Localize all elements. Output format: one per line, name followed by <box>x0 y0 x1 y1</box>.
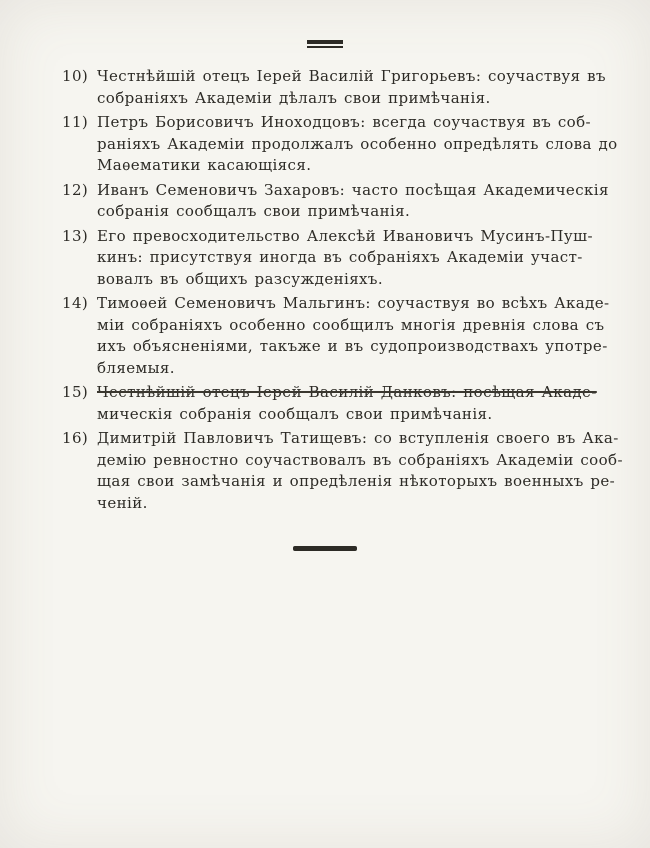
item-text <box>97 428 623 514</box>
items-list <box>62 66 623 517</box>
text-line: мическія собранія сообщалъ свои примѣчанія. <box>97 404 493 423</box>
text-line: Маѳематики касающіяся. <box>97 156 312 174</box>
text-line: раніяхъ Академіи продолжалъ особенно опредѣлять слова до <box>97 134 618 153</box>
top-rule <box>307 40 343 48</box>
text-line: міи собраніяхъ особенно сообщилъ многія древнія слова съ <box>97 315 605 334</box>
top-rule-thick <box>307 40 343 44</box>
top-rule-thin <box>307 46 343 48</box>
list-item <box>62 293 610 379</box>
list-item <box>62 226 596 291</box>
item-number: 11) <box>62 113 89 131</box>
text-line: ихъ объясненіями, такъже и въ судопроизводствахъ употре- <box>97 337 608 355</box>
item-number: 13) <box>62 226 89 245</box>
text-line: ченій. <box>97 493 148 512</box>
item-text <box>97 66 606 109</box>
item-text <box>97 226 596 291</box>
item-text <box>97 293 610 379</box>
item-number: 15) <box>62 383 89 401</box>
item-text <box>97 112 618 177</box>
text-line: Тимоѳей Семеновичъ Мальгинъ: соучаствуя во всѣхъ Акаде- <box>97 294 610 312</box>
text-line: демію ревностно соучаствовалъ въ собраніяхъ Академіи сооб- <box>97 450 623 469</box>
text-line: Петръ Борисовичъ Иноходцовъ: всегда соучаствуя въ соб- <box>97 113 591 131</box>
text-line: Честнѣйшій отецъ Іерей Василій Данковъ: посѣщая Акаде- <box>97 383 597 401</box>
item-number: 14) <box>62 294 89 312</box>
item-number: 16) <box>62 429 89 447</box>
list-item <box>62 428 623 514</box>
text-line: Димитрій Павловичъ Татищевъ: со вступленія своего въ Ака- <box>97 429 619 447</box>
item-text <box>97 382 597 425</box>
text-line: щая свои замѣчанія и опредѣленія нѣкоторыхъ военныхъ ре- <box>97 472 616 490</box>
list-item <box>62 66 606 109</box>
text-line: вовалъ въ общихъ разсужденіяхъ. <box>97 269 384 288</box>
text-line: Честнѣйшій отецъ Іерей Василій Григорьевъ: соучаствуя въ <box>97 67 606 85</box>
list-item <box>62 180 609 223</box>
list-item <box>62 382 596 425</box>
text-line: кинъ: присутствуя иногда въ собраніяхъ Академіи участ- <box>97 248 583 266</box>
item-number: 10) <box>62 67 89 85</box>
item-text <box>97 180 609 223</box>
text-line: собранія сообщалъ свои примѣчанія. <box>97 202 411 220</box>
text-line: бляемыя. <box>97 358 175 377</box>
text-line: Иванъ Семеновичъ Захаровъ: часто посѣщая Академическія <box>97 180 609 199</box>
list-item <box>62 112 618 177</box>
text-line: собраніяхъ Академіи дѣлалъ свои примѣчанія. <box>97 88 491 107</box>
text-line: Его превосходительство Алексѣй Ивановичъ Мусинъ-Пуш- <box>97 226 593 245</box>
bottom-rule <box>293 546 357 551</box>
item-number: 12) <box>62 180 89 199</box>
